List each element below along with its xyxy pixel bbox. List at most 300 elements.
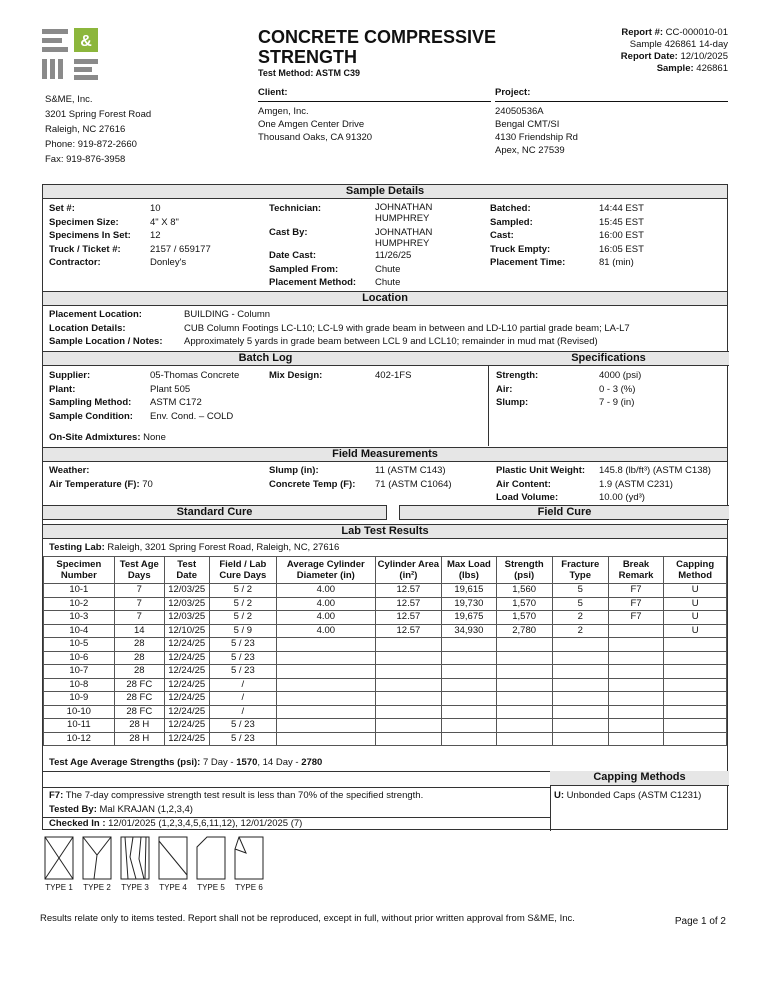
placement-location-value: BUILDING - Column [184,309,271,320]
sample-details-col1 [49,202,211,270]
page-title: CONCRETE COMPRESSIVE STRENGTH [258,27,497,67]
table-cell: 4.00 [277,611,375,625]
batched-value: 14:44 EST [599,203,644,214]
testing-lab-label: Testing Lab: [49,542,105,553]
lab-header-row [44,557,727,584]
table-cell [552,719,608,733]
report-date: 12/10/2025 [680,51,728,62]
location-rows [49,308,630,349]
contractor-label: Contractor: [49,257,101,268]
table-cell [375,692,442,706]
mix-design-value: 402-1FS [375,370,412,381]
table-cell [442,651,496,665]
slump-value: 11 (ASTM C143) [375,465,446,476]
table-cell: 19,730 [442,597,496,611]
project-line: 4130 Friendship Rd [495,132,578,143]
fracture-type-6-label: TYPE 6 [235,883,263,892]
checked-in-label: Checked In : [49,818,106,829]
unit-weight-label: Plastic Unit Weight: [496,465,586,476]
table-cell [442,719,496,733]
date-cast-label: Date Cast: [269,250,316,261]
specimen-size-value: 4" X 8" [150,216,179,228]
table-cell [664,638,727,652]
table-cell: 4.00 [277,597,375,611]
set-label: Set #: [49,203,75,214]
table-cell: 7 [114,597,164,611]
table-cell: F7 [608,611,664,625]
fracture-type-4-label: TYPE 4 [159,883,187,892]
table-cell [496,705,552,719]
table-cell: 10-3 [44,611,115,625]
table-cell: 12/24/25 [164,719,209,733]
company-line: S&ME, Inc. [45,94,93,105]
sample-details-col3 [490,202,644,270]
lab-results-table [43,556,727,746]
spec-slump-label: Slump: [496,397,529,408]
table-cell: 10-9 [44,692,115,706]
table-cell [277,692,375,706]
table-cell [608,692,664,706]
sample-location-value: Approximately 5 yards in grade beam between LCL 9 and LCL10; remainder in mud mat (Revised) [184,336,598,347]
table-cell: 28 H [114,719,164,733]
air-temp-label: Air Temperature (F): [49,479,140,490]
client-label: Client: [258,86,491,102]
table-cell: 28 [114,638,164,652]
cast-label: Cast: [490,230,514,241]
specimens-in-set-label: Specimens In Set: [49,230,131,241]
average-strengths-row [49,756,322,770]
table-cell [496,692,552,706]
table-cell [277,678,375,692]
placement-method-value: Chute [375,277,401,288]
table-cell [442,665,496,679]
placement-location-label: Placement Location: [49,309,142,320]
placement-method-label: Placement Method: [269,277,357,288]
spec-slump-value: 7 - 9 (in) [599,397,635,408]
table-cell [277,638,375,652]
air-content-label: Air Content: [496,478,551,490]
spec-strength-label: Strength: [496,370,539,381]
table-cell: 10-11 [44,719,115,733]
sampling-method-label: Sampling Method: [49,397,132,408]
table-row [44,624,727,638]
table-cell [442,732,496,746]
table-cell: 12/24/25 [164,692,209,706]
lab-column-header: Field / Lab Cure Days [209,557,277,584]
table-cell [277,705,375,719]
table-cell [664,665,727,679]
table-cell: 12/24/25 [164,638,209,652]
fracture-type-1-label: TYPE 1 [45,883,73,892]
report-no-label: Report #: [621,27,664,38]
spec-rows [496,369,641,410]
table-cell [608,651,664,665]
table-cell [664,705,727,719]
table-cell: 1,570 [496,597,552,611]
table-cell: 12/10/25 [164,624,209,638]
table-cell: / [209,692,277,706]
standard-cure-heading: Standard Cure [43,505,387,520]
table-cell [442,638,496,652]
table-cell [375,705,442,719]
client-block [258,86,491,144]
table-cell [442,705,496,719]
sample-condition-label: Sample Condition: [49,410,133,422]
sampled-from-label: Sampled From: [269,264,339,275]
table-cell [608,719,664,733]
batch-divider [488,365,489,446]
table-cell [375,719,442,733]
table-cell: / [209,678,277,692]
fracture-type-3-icon [121,837,149,879]
table-cell: 2,780 [496,624,552,638]
project-block [495,86,728,157]
table-cell [375,665,442,679]
avg-14-prefix: , 14 Day - [257,757,302,768]
table-cell: 10-6 [44,651,115,665]
table-cell: 12/03/25 [164,597,209,611]
table-cell [664,719,727,733]
field-cure-heading: Field Cure [399,505,729,520]
footer-note: Results relate only to items tested. Report shall not be reproduced, except in full, without prior written approval from S&ME, Inc. [40,913,575,924]
batched-label: Batched: [490,203,531,214]
fracture-type-6-icon [235,837,263,879]
tested-by-value: Mal KRAJAN (1,2,3,4) [99,804,193,815]
table-cell: U [664,611,727,625]
company-address [45,92,151,167]
table-cell [552,705,608,719]
company-line: Raleigh, NC 27616 [45,124,126,135]
table-cell: 12/03/25 [164,584,209,598]
sampled-label: Sampled: [490,216,533,228]
table-cell: 12.57 [375,624,442,638]
client-line: Thousand Oaks, CA 91320 [258,132,373,143]
table-cell: 5 / 23 [209,665,277,679]
table-cell: 2 [552,611,608,625]
sample-label: Sample: [656,63,694,74]
sme-logo [40,27,100,82]
company-line: Phone: 919-872-2660 [45,139,137,150]
placement-time-label: Placement Time: [490,257,566,268]
table-cell [277,719,375,733]
table-row [44,678,727,692]
table-cell [608,638,664,652]
table-cell: U [664,597,727,611]
sample-location-label: Sample Location / Notes: [49,336,163,347]
table-cell: 28 FC [114,678,164,692]
table-cell [664,692,727,706]
table-row [44,597,727,611]
avg-7-prefix: 7 Day - [202,757,237,768]
table-cell: 12.57 [375,597,442,611]
lab-results-heading: Lab Test Results [43,524,727,539]
table-cell: 7 [114,611,164,625]
table-cell [552,665,608,679]
fracture-types-diagram [42,835,272,893]
table-cell [277,651,375,665]
table-cell: 12/24/25 [164,665,209,679]
table-cell: 10-7 [44,665,115,679]
capping-methods-heading: Capping Methods [550,771,729,786]
table-cell [552,692,608,706]
location-details-value: CUB Column Footings LC-L10; LC-L9 with grade beam in between and LD-L10 partial grade beam; LA-L7 [184,322,630,334]
table-cell: 12/24/25 [164,651,209,665]
table-row [44,705,727,719]
table-cell: F7 [608,597,664,611]
table-cell: 10-12 [44,732,115,746]
table-cell: 5 [552,584,608,598]
company-line: Fax: 919-876-3958 [45,154,126,165]
testing-lab-row [49,541,339,555]
logo-ampersand: & [80,33,92,50]
table-cell: 10-4 [44,624,115,638]
table-cell: 4.00 [277,584,375,598]
lab-column-header: Max Load (lbs) [442,557,496,584]
table-cell [277,732,375,746]
cast-by-label: Cast By: [269,227,308,238]
table-cell [552,678,608,692]
rule [43,787,551,788]
lab-results-body [44,584,727,746]
lab-column-header: Break Remark [608,557,664,584]
cast-by-value: JOHNATHAN HUMPHREY [375,227,433,249]
client-line: Amgen, Inc. [258,106,309,117]
sampling-method-value: ASTM C172 [150,397,202,408]
plant-label: Plant: [49,383,76,395]
field-measurements-heading: Field Measurements [43,447,727,462]
table-cell: 2 [552,624,608,638]
table-cell: 5 / 23 [209,732,277,746]
fracture-type-5-icon [197,837,225,879]
concrete-temp-label: Concrete Temp (F): [269,479,356,490]
report-meta [621,27,728,75]
table-cell: 5 / 23 [209,651,277,665]
load-volume-value: 10.00 (yd³) [599,492,645,503]
table-row [44,651,727,665]
capping-code: U: [554,790,565,801]
specimen-size-label: Specimen Size: [49,216,119,228]
set-value: 10 [150,203,161,214]
avg-14-value: 2780 [301,757,323,768]
sampled-value: 15:45 EST [599,216,644,228]
table-row [44,719,727,733]
table-row [44,584,727,598]
table-cell: 12.57 [375,611,442,625]
table-cell: 19,675 [442,611,496,625]
table-cell: 12.57 [375,584,442,598]
table-cell: 28 [114,651,164,665]
table-cell [496,651,552,665]
avg-7-value: 1570 [236,757,258,768]
table-cell: 7 [114,584,164,598]
table-cell [496,665,552,679]
table-cell [375,732,442,746]
table-cell: U [664,624,727,638]
table-cell [496,678,552,692]
air-content-value: 1.9 (ASTM C231) [599,478,673,490]
table-cell: 28 [114,665,164,679]
f7-note [49,789,423,803]
mix-design-label: Mix Design: [269,370,323,381]
table-cell: 1,560 [496,584,552,598]
table-cell: 28 H [114,732,164,746]
project-line: 24050536A [495,106,544,117]
table-row [44,665,727,679]
table-cell: / [209,705,277,719]
table-cell [552,732,608,746]
report-no: CC-000010-01 [665,27,728,38]
spec-air-value: 0 - 3 (%) [599,383,636,395]
table-cell: U [664,584,727,598]
table-cell [277,665,375,679]
location-heading: Location [43,291,727,306]
cast-value: 16:00 EST [599,230,644,241]
capping-row [554,789,701,803]
sample-condition-value: Env. Cond. – COLD [150,410,234,422]
table-cell: 5 / 9 [209,624,277,638]
lab-column-header: Average Cylinder Diameter (in) [277,557,375,584]
supplier-value: 05-Thomas Concrete [150,370,240,381]
table-cell [375,638,442,652]
table-cell: 10-2 [44,597,115,611]
client-line: One Amgen Center Drive [258,119,365,130]
weather-label: Weather: [49,465,90,476]
lab-column-header: Strength (psi) [496,557,552,584]
table-cell: 5 / 2 [209,584,277,598]
technician-label: Technician: [269,203,322,214]
table-cell [664,651,727,665]
table-cell: 10-8 [44,678,115,692]
air-temp-row [49,478,153,492]
table-cell [496,638,552,652]
batch-rows [49,369,239,423]
batch-log-heading: Batch Log [43,351,489,366]
table-cell: 10-1 [44,584,115,598]
specimens-in-set-value: 12 [150,230,161,241]
table-row [44,732,727,746]
sample-line: Sample 426861 14-day [629,39,728,50]
table-cell: 5 / 2 [209,611,277,625]
field-col3 [496,464,711,505]
average-strengths-label: Test Age Average Strengths (psi): [49,757,201,768]
capping-desc: Unbonded Caps (ASTM C1231) [566,790,702,801]
lab-column-header: Specimen Number [44,557,115,584]
report-frame [42,184,728,830]
f7-text: The 7-day compressive strength test result is less than 70% of the specified strength. [65,790,424,801]
report-date-label: Report Date: [620,51,678,62]
table-cell: 4.00 [277,624,375,638]
table-cell [664,678,727,692]
table-cell: 12/03/25 [164,611,209,625]
truck-ticket-value: 2157 / 659177 [150,243,211,255]
table-cell [608,732,664,746]
sampled-from-value: Chute [375,264,401,275]
load-volume-label: Load Volume: [496,492,559,503]
project-line: Bengal CMT/SI [495,119,560,130]
tested-by-label: Tested By: [49,804,97,815]
lab-column-header: Capping Method [664,557,727,584]
table-cell [552,651,608,665]
table-cell [442,678,496,692]
lab-column-header: Test Date [164,557,209,584]
fracture-type-5-label: TYPE 5 [197,883,225,892]
table-cell [664,732,727,746]
tested-by-row [49,803,193,817]
table-cell: 10-10 [44,705,115,719]
table-cell: 19,615 [442,584,496,598]
table-cell: 1,570 [496,611,552,625]
company-line: 3201 Spring Forest Road [45,109,152,120]
table-cell: 12/24/25 [164,678,209,692]
checked-in-value: 12/01/2025 (1,2,3,4,5,6,11,12), 12/01/2025 (7) [108,818,303,829]
concrete-temp-value: 71 (ASTM C1064) [375,479,452,490]
lab-column-header: Cylinder Area (in²) [375,557,442,584]
date-cast-value: 11/26/25 [375,250,412,261]
fracture-type-4-icon [159,837,187,879]
table-cell [608,624,664,638]
spec-air-label: Air: [496,383,513,395]
supplier-label: Supplier: [49,370,91,381]
table-row [44,611,727,625]
slump-label: Slump (in): [269,465,319,476]
table-cell: 14 [114,624,164,638]
admixtures-value: None [143,432,166,443]
table-cell: 5 / 23 [209,638,277,652]
table-cell: 12/24/25 [164,732,209,746]
table-cell: 5 / 2 [209,597,277,611]
admixtures-label: On-Site Admixtures: [49,432,141,443]
truck-ticket-label: Truck / Ticket #: [49,243,121,255]
table-cell [608,678,664,692]
specifications-heading: Specifications [488,351,729,366]
table-cell: 10-5 [44,638,115,652]
truck-empty-value: 16:05 EST [599,243,644,255]
checked-in-row [49,817,302,831]
table-cell [608,705,664,719]
table-cell: 5 / 23 [209,719,277,733]
table-cell: 5 [552,597,608,611]
lab-column-header: Fracture Type [552,557,608,584]
fracture-type-2-icon [83,837,111,879]
project-label: Project: [495,86,728,102]
contractor-value: Donley's [150,257,187,268]
fracture-type-1-icon [45,837,73,879]
project-line: Apex, NC 27539 [495,145,565,156]
placement-time-value: 81 (min) [599,257,634,268]
sample-number: 426861 [696,63,728,74]
spec-strength-value: 4000 (psi) [599,370,642,381]
table-row [44,692,727,706]
sample-details-heading: Sample Details [43,184,727,199]
technician-value: JOHNATHAN HUMPHREY [375,202,433,224]
table-cell [608,665,664,679]
admixtures-row [49,431,166,445]
f7-code: F7: [49,790,64,801]
table-cell [442,692,496,706]
table-cell [375,651,442,665]
location-details-label: Location Details: [49,322,126,334]
table-cell: 28 FC [114,692,164,706]
table-cell [496,719,552,733]
table-cell: 34,930 [442,624,496,638]
test-method: Test Method: ASTM C39 [258,68,361,78]
table-cell [552,638,608,652]
table-cell: 12/24/25 [164,705,209,719]
lab-column-header: Test Age Days [114,557,164,584]
table-cell: F7 [608,584,664,598]
unit-weight-value: 145.8 (lb/ft³) (ASTM C138) [599,465,711,476]
plant-value: Plant 505 [150,383,191,395]
